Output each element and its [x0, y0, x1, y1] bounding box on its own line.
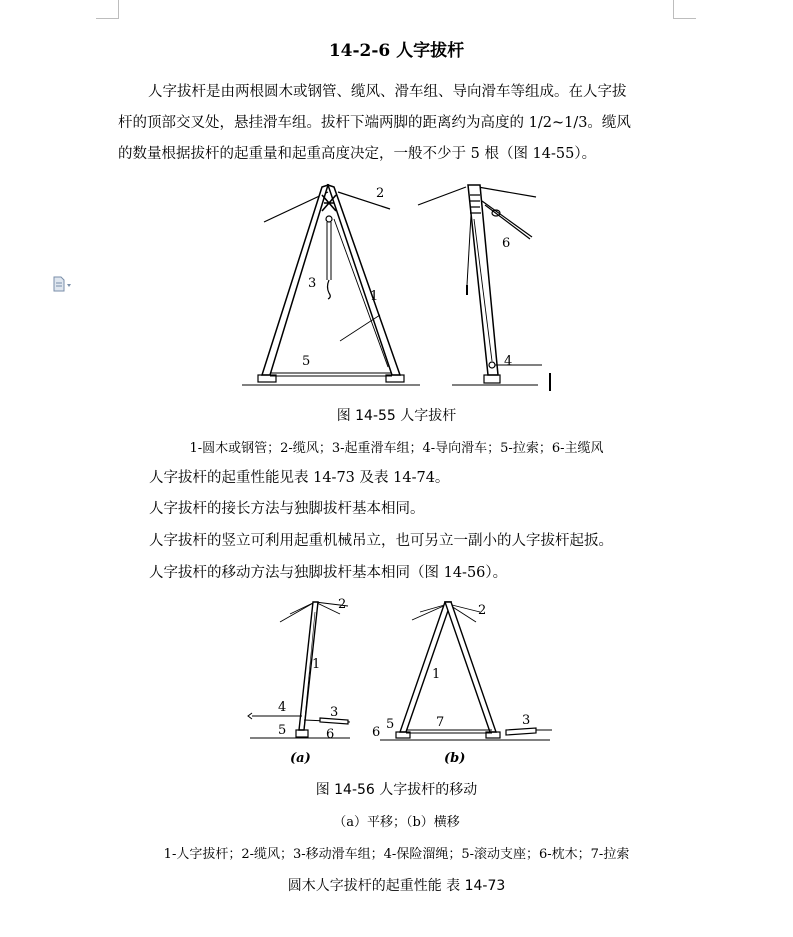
figure-56-subcaption: （a）平移；（b）横移	[333, 815, 460, 830]
body-paragraph-4: 人字拔杆的移动方法与独脚拔杆基本相同（图 14-56）。	[149, 565, 508, 581]
figure-55-legend: 1-圆木或钢管；2-缆风；3-起重滑车组；4-导向滑车；5-拉索；6-主缆风	[189, 441, 604, 456]
page-corner-top-right	[673, 0, 696, 19]
figure-56-caption: 图 14-56 人字拔杆的移动	[315, 782, 478, 798]
fig56a-label-4: 4	[278, 700, 287, 715]
fig55-label-3: 3	[308, 276, 317, 291]
fig55-label-2: 2	[376, 186, 385, 201]
body-paragraph-3: 人字拔杆的竖立可利用起重机械吊立，也可另立一副小的人字拔杆起扳。	[149, 533, 613, 549]
body-paragraph-1: 人字拔杆的起重性能见表 14-73 及表 14-74。	[149, 470, 450, 486]
fig56-sub-b: (b)	[444, 751, 466, 766]
fig56a-label-3: 3	[330, 705, 339, 720]
body-paragraph-2: 人字拔杆的接长方法与独脚拔杆基本相同。	[149, 501, 425, 517]
fig56b-label-7: 7	[436, 715, 445, 730]
fig56b-label-6: 6	[372, 725, 381, 740]
fig56a-label-5: 5	[278, 723, 287, 738]
section-title: 14-2-6 人字拔杆	[328, 41, 465, 61]
intro-line-1: 人字拔杆是由两根圆木或钢管、缆风、滑车组、导向滑车等组成。在人字拔	[148, 84, 627, 100]
fig56b-label-5: 5	[386, 717, 395, 732]
figure-55-caption: 图 14-55 人字拔杆	[336, 408, 457, 424]
fig56a-label-6: 6	[326, 727, 335, 742]
fig56-sub-a: (a)	[290, 751, 311, 766]
a-frame-side-view	[418, 185, 550, 391]
fig55-label-4: 4	[504, 354, 513, 369]
intro-paragraph	[118, 77, 678, 170]
fig55-label-5: 5	[302, 354, 311, 369]
fig56b-label-3: 3	[522, 713, 531, 728]
fig55-label-6: 6	[502, 236, 511, 251]
figure-14-55	[240, 175, 570, 400]
fig56a-label-2: 2	[338, 597, 347, 612]
fig56a-label-1: 1	[312, 657, 321, 672]
figure-14-56	[240, 592, 560, 772]
a-frame-front-view	[242, 185, 420, 385]
fig56b-label-1: 1	[432, 667, 441, 682]
fig55-label-1: 1	[370, 289, 379, 304]
document-icon[interactable]	[53, 276, 73, 295]
table-14-73-title: 圆木人字拔杆的起重性能 表 14-73	[287, 878, 506, 894]
intro-line-3: 的数量根据拔杆的起重量和起重高度决定，一般不少于 5 根（图 14-55）。	[118, 146, 597, 162]
intro-line-2: 杆的顶部交叉处，悬挂滑车组。拔杆下端两脚的距离约为高度的 1/2~1/3。缆风	[118, 115, 631, 131]
figure-56-legend: 1-人字拔杆；2-缆风；3-移动滑车组；4-保险溜绳；5-滚动支座；6-枕木；7-拉索	[163, 847, 630, 862]
fig56b-label-2: 2	[478, 603, 487, 618]
page-corner-top-left	[96, 0, 119, 19]
